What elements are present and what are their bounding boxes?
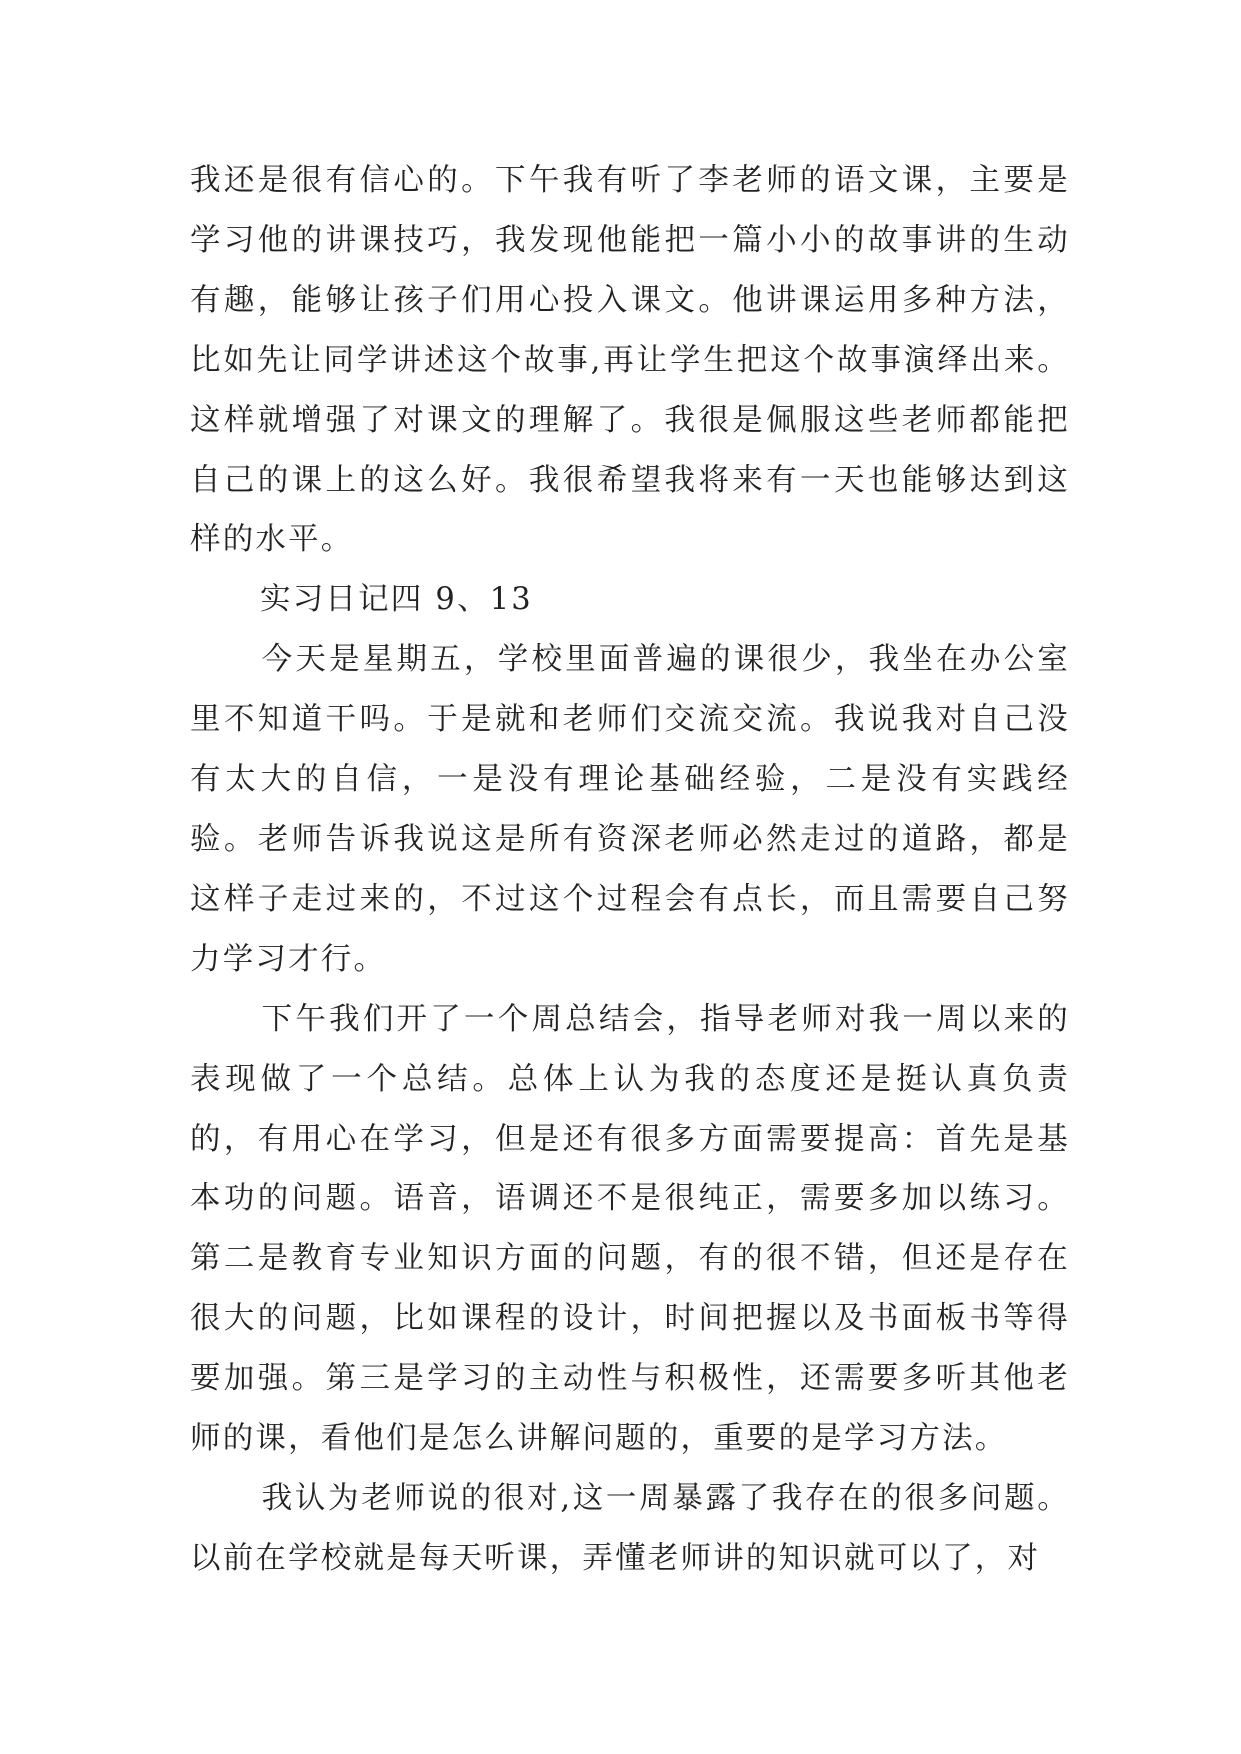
- paragraph-weekly-summary: 下午我们开了一个周总结会，指导老师对我一周以来的表现做了一个总结。总体上认为我的态度还是挺认真负责的，有用心在学习，但是还有很多方面需要提高：首先是基本功的问题。语音，语调还不是很纯正，需要多加以练习。第二是教育专业知识方面的问题，有的很不错，但还是存在很大的问题，比如课程的设计，时间把握以及书面板书等得要加强。第三是学习的主动性与积极性，还需要多听其他老师的课，看他们是怎么讲解问题的，重要的是学习方法。: [190, 1001, 1070, 1457]
- paragraph-friday-morning: 今天是星期五，学校里面普遍的课很少，我坐在办公室里不知道干吗。于是就和老师们交流交流。我说我对自己没有太大的自信，一是没有理论基础经验，二是没有实践经验。老师告诉我说这是所有资深老师必然走过的道路，都是这样子走过来的，不过这个过程会有点长，而且需要自己努力学习才行。: [190, 642, 1070, 977]
- paragraph-reflection: 我认为老师说的很对,这一周暴露了我存在的很多问题。以前在学校就是每天听课，弄懂老师讲的知识就可以了，对: [190, 1480, 1070, 1576]
- document-body: [190, 151, 1070, 1589]
- diary-entry-heading: 实习日记四 9、13: [260, 582, 533, 618]
- paragraph-intro: 我还是很有信心的。下午我有听了李老师的语文课，主要是学习他的讲课技巧，我发现他能把一篇小小的故事讲的生动有趣，能够让孩子们用心投入课文。他讲课运用多种方法，比如先让同学讲述这个故事,再让学生把这个故事演绎出来。这样就增强了对课文的理解了。我很是佩服这些老师都能把自己的课上的这么好。我很希望我将来有一天也能够达到这样的水平。: [190, 163, 1070, 558]
